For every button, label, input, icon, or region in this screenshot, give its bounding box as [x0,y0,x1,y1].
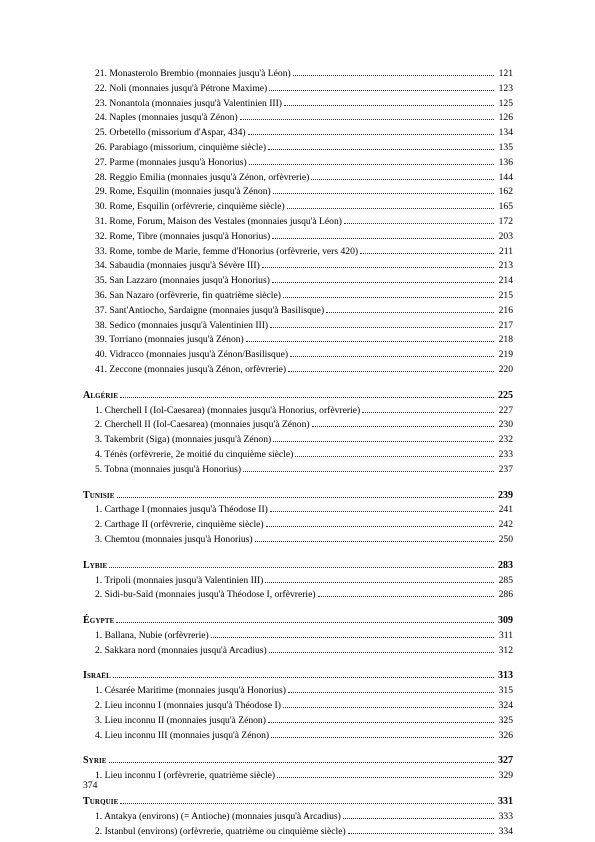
toc-entry [83,126,513,141]
toc-section-heading [83,559,513,574]
toc-entry-label: 26. Parabiago (missorium, cinquième siècle) [95,141,267,153]
toc-entry-page: 286 [498,589,513,601]
dot-leader [270,511,494,512]
toc-entry-page: 250 [498,533,513,545]
toc-entry [83,230,513,245]
dot-leader [117,497,495,498]
dot-leader [246,341,494,342]
toc-entry-page: 172 [498,215,513,227]
toc-entry [83,111,513,126]
dot-leader [240,119,494,120]
toc-entry [83,348,513,363]
toc-entry-label: 2. Sidi-bu-Saïd (monnaies jusqu'à Théodose I, orfèvrerie) [95,589,316,601]
toc-entry-label: 1. Tripoli (monnaies jusqu'à Valentinien III) [95,574,264,586]
toc-entry-label: 38. Sedico (monnaies jusqu'à Valentinien III) [95,319,269,331]
toc-entry-page: 285 [498,574,513,586]
toc-entry-label: 3. Chemtou (monnaies jusqu'à Honorius) [95,533,253,545]
toc-entry-label: 37. Sant'Antiocho, Sardaigne (monnaies jusqu'à Basilisque) [95,304,325,316]
toc-entry [83,304,513,319]
dot-leader [326,312,494,313]
toc-entry-label: 35. San Lazzaro (monnaies jusqu'à Honorius) [95,275,270,287]
section-gap [83,378,513,389]
dot-leader [318,596,494,597]
toc-entry-page: 215 [498,289,513,301]
dot-leader [273,193,494,194]
toc-entry-label: 25. Orbetello (missorium d'Aspar, 434) [95,127,246,139]
toc-entry [83,825,513,840]
toc-entry-label: 22. Noli (monnaies jusqu'à Pétrone Maxime) [95,82,268,94]
page-number: 374 [83,780,98,791]
toc-entry-page: 230 [498,419,513,431]
toc-entry-label: 2. Sakkara nord (monnaies jusqu'à Arcadius) [95,644,267,656]
toc-section-heading-page: 283 [498,559,513,571]
dot-leader [284,105,494,106]
toc-entry-label: 1. Ballana, Nubie (orfèvrerie) [95,629,209,641]
dot-leader [109,762,494,763]
toc-entry [83,82,513,97]
toc-entry-page: 237 [498,463,513,475]
dot-leader [269,652,494,653]
toc-entry-page: 217 [498,319,513,331]
toc-section-heading-page: 309 [498,615,513,627]
toc-entry-label: 4. Lieu inconnu III (monnaies jusqu'à Zénon) [95,729,270,741]
dot-leader [255,541,494,542]
toc-entry [83,629,513,644]
dot-leader [249,164,494,165]
toc-entry-page: 211 [498,245,513,257]
dot-leader [277,777,494,778]
dot-leader [290,356,494,357]
toc-entry-page: 123 [498,82,513,94]
toc-entry-label: 3. Takembrit (Siga) (monnaies jusqu'à Zénon) [95,434,272,446]
toc-section-heading [83,389,513,404]
toc-entry-page: 219 [498,349,513,361]
dot-leader [265,582,494,583]
dot-leader [283,707,494,708]
dot-leader [243,471,494,472]
toc-entry [83,448,513,463]
toc-section-heading-label: Lybie [83,559,108,571]
toc-entry [83,810,513,825]
section-gap [83,548,513,559]
toc-section-heading [83,669,513,684]
toc-entry-page: 125 [498,97,513,109]
toc-entry [83,319,513,334]
toc-entry-page: 227 [498,404,513,416]
toc-entry-page: 311 [498,629,513,641]
section-gap [83,784,513,795]
toc-entry-page: 315 [498,685,513,697]
dot-leader [269,90,494,91]
toc-entry-label: 1. Cherchell I (Iol-Caesarea) (monnaies jusqu'à Honorius, orfèvrerie) [95,404,361,416]
toc-entry-label: 34. Sabaudia (monnaies jusqu'à Sévère III) [95,260,260,272]
toc-entry [83,574,513,589]
dot-leader [288,371,494,372]
toc-section-heading-page: 331 [498,796,513,808]
toc-entry-label: 30. Rome, Esquilin (orfèvrerie, cinquième siècle) [95,201,285,213]
dot-leader [262,267,494,268]
dot-leader [295,456,494,457]
toc-entry-page: 216 [498,304,513,316]
toc-entry-label: 36. San Nazaro (orfèvrerie, fin quatrième siècle) [95,289,281,301]
toc-entry [83,259,513,274]
toc-section-heading-label: Tunisie [83,489,115,501]
section-gap [83,658,513,669]
toc-section-heading-page: 327 [498,755,513,767]
toc-entry-page: 203 [498,230,513,242]
toc-entry [83,433,513,448]
dot-leader [312,426,494,427]
dot-leader [120,397,494,398]
toc-entry [83,503,513,518]
dot-leader [120,803,494,804]
toc-entry-page: 241 [498,504,513,516]
dot-leader [116,622,494,623]
toc-entry-label: 5. Tobna (monnaies jusqu'à Honorius) [95,463,242,475]
toc-entry [83,418,513,433]
toc-entry-page: 333 [498,810,513,822]
dot-leader [268,722,494,723]
toc-entry-page: 232 [498,434,513,446]
toc-entry [83,533,513,548]
toc-entry-label: 21. Monasterolo Brembio (monnaies jusqu'à Léon) [95,68,291,79]
toc-section-heading-page: 239 [498,489,513,501]
toc-entry-label: 1. Antakya (environs) (= Antioche) (monnaies jusqu'à Arcadius) [95,810,341,822]
toc-entry-label: 41. Zeccone (monnaies jusqu'à Zénon, orfèvrerie) [95,363,287,375]
toc-entry-page: 325 [498,714,513,726]
dot-leader [287,208,494,209]
toc-entry [83,67,513,82]
toc-entry [83,171,513,186]
toc-section-heading-label: Algérie [83,389,119,401]
toc-entry [83,699,513,714]
toc-section-heading-label: Égypte [83,615,115,627]
toc-entry [83,729,513,744]
toc-entry-page: 324 [498,700,513,712]
toc-section-heading [83,614,513,629]
toc-entry [83,333,513,348]
dot-leader [343,818,494,819]
toc-entry-label: 2. Lieu inconnu I (monnaies jusqu'à Théodose I) [95,700,281,712]
dot-leader [270,327,494,328]
dot-leader [273,441,494,442]
toc-entry-page: 334 [498,825,513,837]
toc-entry-label: 2. Cherchell II (Iol-Caesarea) (monnaies jusqu'à Zénon) [95,419,310,431]
toc-section-heading-label: Syrie [83,755,107,767]
toc-entry-label: 24. Naples (monnaies jusqu'à Zénon) [95,112,238,124]
dot-leader [248,134,494,135]
toc-entry-page: 326 [498,729,513,741]
toc-entry-label: 1. Carthage I (monnaies jusqu'à Théodose II) [95,504,268,516]
dot-leader [288,692,494,693]
toc-entry-label: 31. Rome, Forum, Maison des Vestales (monnaies jusqu'à Léon) [95,215,342,227]
dot-leader [268,149,494,150]
toc-entry [83,769,513,784]
toc-entry-label: 32. Rome, Tibre (monnaies jusqu'à Honorius) [95,230,271,242]
toc-section-heading [83,754,513,769]
dot-leader [293,75,494,76]
toc-entry-label: 29. Rome, Esquilin (monnaies jusqu'à Zénon) [95,186,271,198]
toc-entry-page: 121 [498,68,513,79]
toc-entry-label: 40. Vidracco (monnaies jusqu'à Zénon/Basilisque) [95,349,289,361]
toc-entry-label: 3. Lieu inconnu II (monnaies jusqu'à Zénon) [95,714,266,726]
dot-leader [360,253,494,254]
toc-entry-page: 312 [498,644,513,656]
toc-entry [83,97,513,112]
dot-leader [266,526,494,527]
toc-entry [83,156,513,171]
toc-entry-page: 329 [498,770,513,782]
toc-entry-page: 233 [498,448,513,460]
toc-entry-page: 144 [498,171,513,183]
section-gap [83,603,513,614]
toc-entry [83,714,513,729]
dot-leader [344,223,494,224]
toc-entry-page: 220 [498,363,513,375]
dot-leader [272,282,494,283]
toc-entry [83,141,513,156]
toc-entry-page: 136 [498,156,513,168]
toc-entry-label: 27. Parme (monnaies jusqu'à Honorius) [95,156,247,168]
dot-leader [113,677,494,678]
toc-entry-label: 1. Césarée Maritime (monnaies jusqu'à Honorius) [95,685,286,697]
dot-leader [348,833,494,834]
toc-entry [83,463,513,478]
toc-entry-label: 1. Lieu inconnu I (orfèvrerie, quatrième siècle) [95,770,276,782]
toc-section-heading-page: 313 [498,670,513,682]
toc-entry-page: 214 [498,275,513,287]
dot-leader [283,297,494,298]
toc-entry-page: 213 [498,260,513,272]
toc-entry [83,404,513,419]
toc-entry [83,518,513,533]
toc-entry [83,215,513,230]
toc-entry-label: 2. Carthage II (orfèvrerie, cinquième siècle) [95,519,264,531]
section-gap [83,743,513,754]
dot-leader [272,238,494,239]
toc-entry [83,200,513,215]
section-gap [83,478,513,489]
toc-section-heading-label: Turquie [83,796,119,808]
toc-entry-page: 218 [498,334,513,346]
toc-entry [83,289,513,304]
toc-entry-page: 165 [498,201,513,213]
toc-entry [83,684,513,699]
toc-section-heading [83,795,513,810]
dot-leader [271,737,494,738]
dot-leader [362,412,494,413]
toc-entry-label: 23. Nonantola (monnaies jusqu'à Valentinien III) [95,97,282,109]
table-of-contents [83,67,513,839]
toc-entry [83,274,513,289]
toc-entry-page: 162 [498,186,513,198]
dot-leader [211,637,494,638]
toc-entry-page: 134 [498,127,513,139]
toc-section-heading [83,489,513,504]
toc-entry-page: 135 [498,141,513,153]
toc-section-heading-label: Israël [83,670,111,682]
toc-entry [83,644,513,659]
toc-entry-label: 33. Rome, tombe de Marie, femme d'Honorius (orfèvrerie, vers 420) [95,245,359,257]
toc-entry [83,588,513,603]
dot-leader [311,179,494,180]
toc-entry-label: 39. Torriano (monnaies jusqu'à Zénon) [95,334,244,346]
toc-entry-page: 126 [498,112,513,124]
toc-entry [83,245,513,260]
toc-entry [83,363,513,378]
dot-leader [109,567,494,568]
toc-entry [83,185,513,200]
toc-entry-label: 4. Ténès (orfèvrerie, 2e moitié du cinquième siècle) [95,448,294,460]
toc-entry-page: 242 [498,519,513,531]
toc-entry-label: 28. Reggio Emilia (monnaies jusqu'à Zénon, orfèvrerie) [95,171,310,183]
toc-entry-label: 2. Istanbul (environs) (orfèvrerie, quatrième ou cinquième siècle) [95,825,346,837]
toc-section-heading-page: 225 [498,389,513,401]
